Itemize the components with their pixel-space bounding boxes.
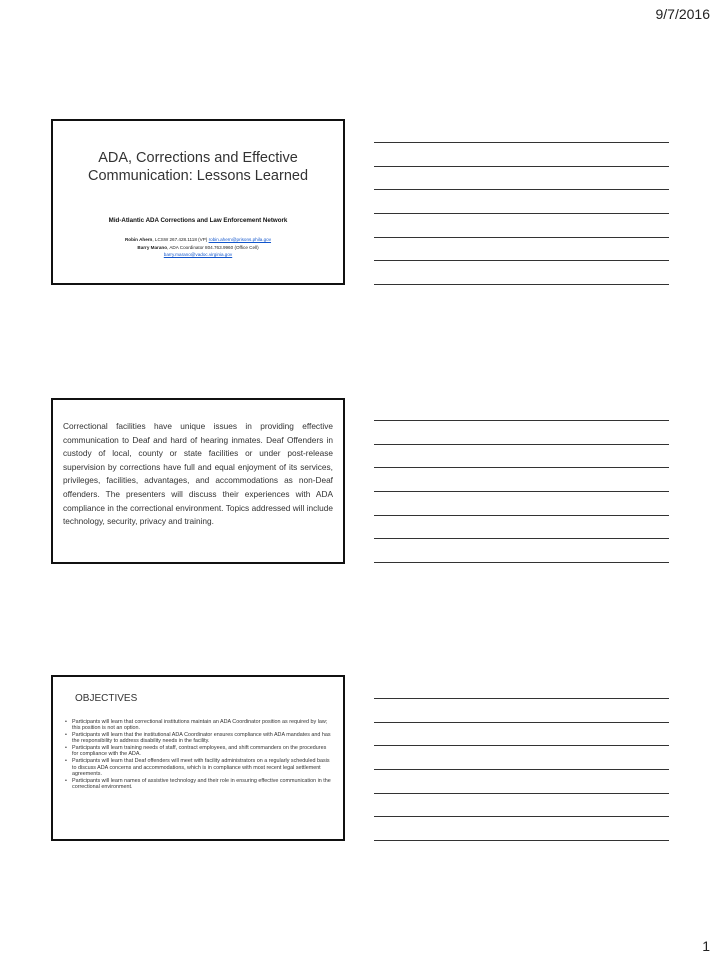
note-line <box>374 166 669 167</box>
note-line <box>374 491 669 492</box>
note-line <box>374 722 669 723</box>
contact-details: , ADA Coordinator 804.763.9960 (Office Cell) <box>167 244 259 250</box>
email-link[interactable]: robin.ahern@prisons.phila.gov <box>208 237 272 242</box>
slide-thumbnail-1 <box>51 119 345 285</box>
list-item: • Participants will learn names of assistive technology and their role in ensuring effective communication in the correctional environment. <box>65 778 331 791</box>
slide-body-text: Correctional facilities have unique issues in providing effective communication to Deaf and hard of hearing inmates. Deaf Offenders in custody of local, county or state facilities or under post-release supervision by corrections have full and equal enjoyment of its services, privileges, facilities, advantages, and accommodations as non-Deaf offenders. The presenters will discuss their experiences with ADA compliance in the correctional environment. Topics addressed will include technology, security, privacy and training. <box>63 421 333 527</box>
slide-thumbnail-3 <box>51 675 345 841</box>
slide-title: ADA, Corrections and Effective Communication: Lessons Learned <box>87 150 309 184</box>
note-line <box>374 538 669 539</box>
email-link[interactable]: barry.marano@vadoc.virginia.gov <box>163 252 233 257</box>
contact-barry <box>53 244 343 252</box>
note-line <box>374 237 669 238</box>
note-line <box>374 284 669 285</box>
print-date: 9/7/2016 <box>655 6 710 22</box>
note-line <box>374 515 669 516</box>
page-number: 1 <box>702 938 710 954</box>
list-item: • Participants will learn that Deaf offenders will meet with facility administrators on a regularly scheduled basis to discuss ADA concerns and accommodations, which is in compliance with most recent legal settlement agreements. <box>65 758 331 777</box>
note-line <box>374 142 669 143</box>
contact-robin <box>53 236 343 244</box>
slide-thumbnail-2 <box>51 398 345 564</box>
note-line <box>374 840 669 841</box>
note-line <box>374 816 669 817</box>
note-line <box>374 444 669 445</box>
note-line <box>374 260 669 261</box>
note-line <box>374 562 669 563</box>
note-line <box>374 745 669 746</box>
note-line <box>374 793 669 794</box>
note-line <box>374 189 669 190</box>
organization-name: Mid-Atlantic ADA Corrections and Law Enforcement Network <box>108 217 288 224</box>
contacts-block <box>53 236 343 259</box>
contact-name: Barry Marano <box>137 244 168 250</box>
contact-details: , LCSW 267.428.1118 (VP) <box>152 237 209 242</box>
slide-heading: OBJECTIVES <box>75 693 138 704</box>
list-item: • Participants will learn training needs of staff, contract employees, and shift commanders on the procedures for compliance with the ADA. <box>65 745 331 758</box>
note-line <box>374 420 669 421</box>
contact-name: Robin Ahern <box>124 237 153 242</box>
objectives-list <box>65 719 331 791</box>
list-item: • Participants will learn that correctional institutions maintain an ADA Coordinator position as required by law; this position is not an option. <box>65 719 331 732</box>
note-line <box>374 467 669 468</box>
note-line <box>374 769 669 770</box>
note-line <box>374 213 669 214</box>
contact-barry-email <box>53 251 343 259</box>
note-line <box>374 698 669 699</box>
list-item: • Participants will learn that the institutional ADA Coordinator ensures compliance with ADA mandates and has the responsibility to address disability needs in the facility. <box>65 732 331 745</box>
